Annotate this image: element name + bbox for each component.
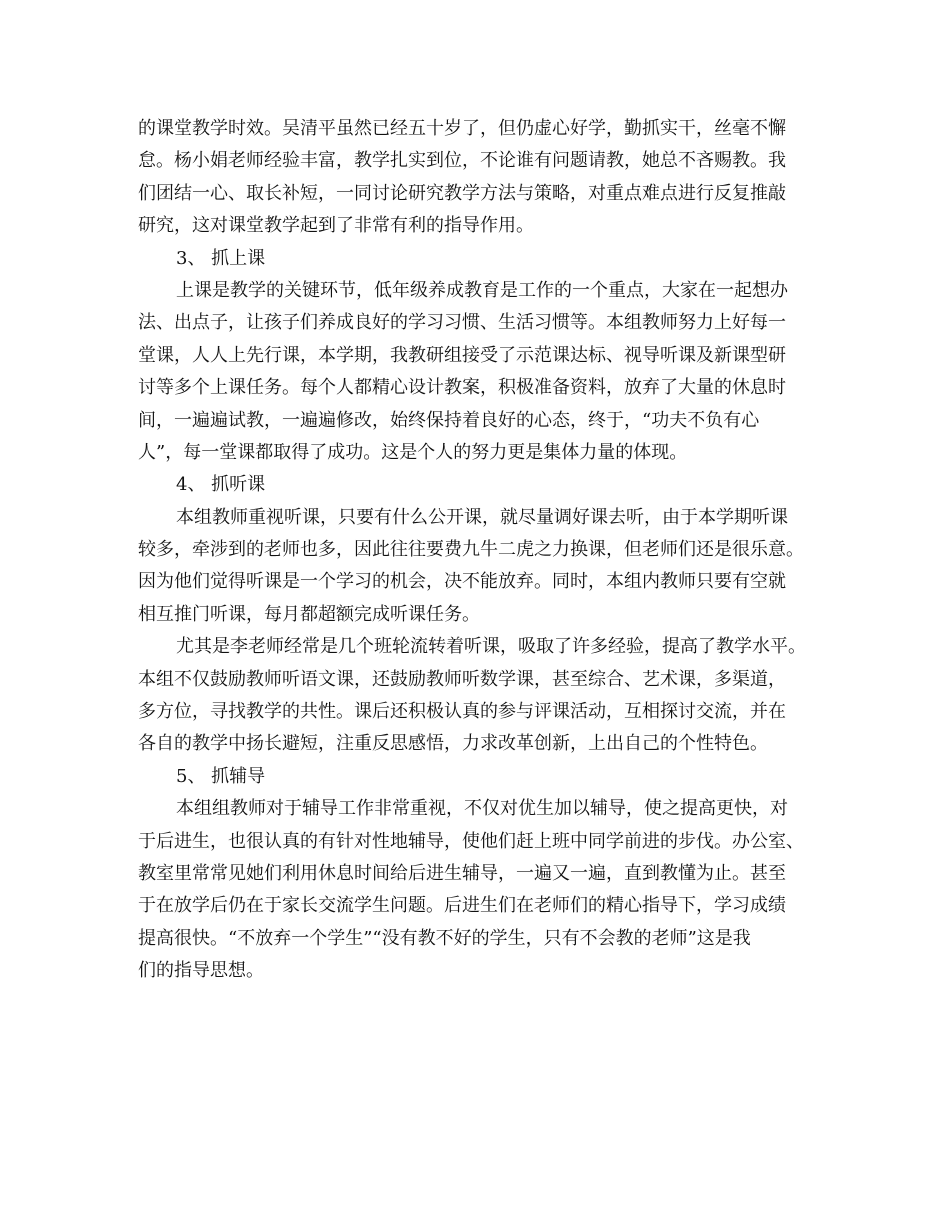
text-line: 讨等多个上课任务。每个人都精心设计教案，积极准备资料，放弃了大量的休息时 <box>138 377 786 399</box>
text-line: 人”，每一堂课都取得了成功。这是个人的努力更是集体力量的体现。 <box>138 441 688 463</box>
text-line: 较多，牵涉到的老师也多，因此往往要费九牛二虎之力换课，但老师们还是很乐意。 <box>138 539 804 561</box>
text-line: 本组教师重视听课，只要有什么公开课，就尽量调好课去听，由于本学期听课 <box>176 506 788 528</box>
section-heading: 3、 抓上课 <box>176 247 266 269</box>
text-line: 法、出点子，让孩子们养成良好的学习习惯、生活习惯等。本组教师努力上好每一 <box>138 312 786 334</box>
section-heading: 4、 抓听课 <box>176 474 266 496</box>
section-heading: 5、 抓辅导 <box>176 765 266 787</box>
text-line: 相互推门听课，每月都超额完成听课任务。 <box>138 603 480 625</box>
text-line: 于在放学后仍在于家长交流学生问题。后进生们在老师们的精心指导下，学习成绩 <box>138 895 786 917</box>
text-line: 于后进生，也很认真的有针对性地辅导，使他们赶上班中同学前进的步伐。办公室、 <box>138 830 804 852</box>
text-line: 本组不仅鼓励教师听语文课，还鼓励教师听数学课，甚至综合、艺术课，多渠道， <box>138 668 786 690</box>
text-line: 的课堂教学时效。吴清平虽然已经五十岁了，但仍虚心好学，勤抓实干，丝毫不懈 <box>138 118 786 139</box>
text-line: 尤其是李老师经常是几个班轮流转着听课，吸取了许多经验，提高了教学水平。 <box>176 636 806 658</box>
text-line: 本组组教师对于辅导工作非常重视，不仅对优生加以辅导，使之提高更快，对 <box>176 798 788 820</box>
text-line: 间，一遍遍试教，一遍遍修改，始终保持着良好的心态，终于，“功夫不负有心 <box>138 409 760 431</box>
text-line: 上课是教学的关键环节，低年级养成教育是工作的一个重点，大家在一起想办 <box>176 279 788 301</box>
text-line: 们的指导思想。 <box>138 960 264 982</box>
text-line: 研究，这对课堂教学起到了非常有利的指导作用。 <box>138 215 534 237</box>
text-line: 各自的教学中扬长避短，注重反思感悟，力求改革创新，上出自己的个性特色。 <box>138 733 768 755</box>
text-line: 多方位，寻找教学的共性。课后还积极认真的参与评课活动，互相探讨交流，并在 <box>138 701 786 723</box>
text-line: 因为他们觉得听课是一个学习的机会，决不能放弃。同时，本组内教师只要有空就 <box>138 571 786 593</box>
text-line: 们团结一心、取长补短，一同讨论研究教学方法与策略，对重点难点进行反复推敲 <box>138 182 786 204</box>
document-body <box>138 113 828 988</box>
text-line: 提高很快。“不放弃一个学生”“没有教不好的学生，只有不会教的老师”这是我 <box>138 927 751 949</box>
text-line: 堂课，人人上先行课，本学期，我教研组接受了示范课达标、视导听课及新课型研 <box>138 344 786 366</box>
text-line: 怠。杨小娟老师经验丰富，教学扎实到位，不论谁有问题请教，她总不吝赐教。我 <box>138 150 786 172</box>
text-line: 教室里常常见她们利用休息时间给后进生辅导，一遍又一遍，直到教懂为止。甚至 <box>138 862 786 884</box>
